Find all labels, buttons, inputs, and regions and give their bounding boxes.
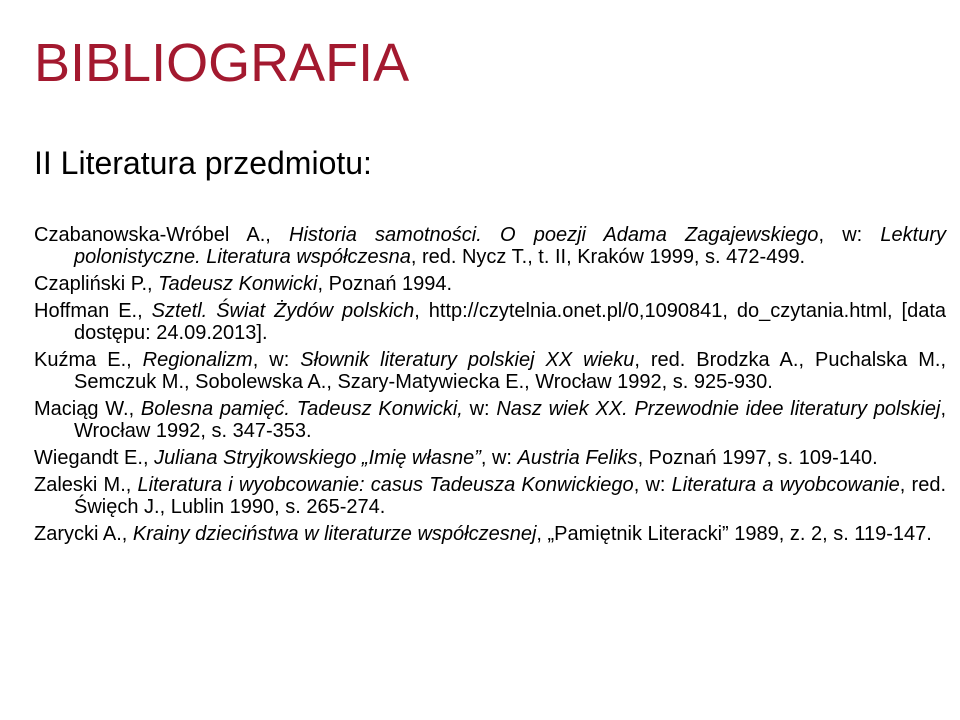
- entry-source: Nasz wiek XX. Przewodnie idee literatury polskiej: [496, 398, 941, 420]
- entry-source: Słownik literatury polskiej XX wieku: [300, 349, 635, 371]
- entry-details: , Wrocław 1992, s. 347-353.: [74, 398, 946, 442]
- bibliography-entry: [34, 224, 946, 268]
- entry-title: Tadeusz Konwicki: [158, 273, 318, 295]
- entry-author: Wiegandt E.,: [34, 447, 155, 469]
- slide-title: BIBLIOGRAFIA: [34, 33, 410, 93]
- entry-details: , http://czytelnia.onet.pl/0,1090841, do_czytania.html, [data dostępu: 24.09.2013].: [74, 300, 946, 344]
- entry-source: Literatura a wyobcowanie: [671, 474, 900, 496]
- entry-title: Literatura i wyobcowanie: casus Tadeusza Konwickiego: [137, 474, 634, 496]
- entry-title: Bolesna pamięć. Tadeusz Konwicki,: [140, 398, 463, 420]
- entry-author: Hoffman E.,: [34, 300, 152, 322]
- entry-separator: , w:: [252, 349, 301, 371]
- entry-title: Regionalizm: [142, 349, 253, 371]
- entry-details: , red. Nycz T., t. II, Kraków 1999, s. 472-499.: [410, 246, 806, 268]
- entry-title: Krainy dzieciństwa w literaturze współczesnej: [132, 523, 537, 545]
- entry-details: , Poznań 1994.: [317, 273, 453, 295]
- entry-title: Juliana Stryjkowskiego „Imię własne”: [154, 447, 481, 469]
- entry-author: Czabanowska-Wróbel A.,: [34, 224, 290, 246]
- bibliography-entry: [34, 474, 946, 518]
- bibliography-entry: [34, 273, 946, 295]
- entry-author: Czapliński P.,: [34, 273, 159, 295]
- bibliography-entry: [34, 523, 946, 545]
- entry-details: , red. Brodzka A., Puchalska M., Semczuk M., Sobolewska A., Szary-Matywiecka E., Wrocław 1992, s. 925-930.: [74, 349, 947, 393]
- bibliography-entry: [34, 447, 946, 469]
- entry-author: Maciąg W.,: [34, 398, 141, 420]
- entry-separator: , w:: [633, 474, 672, 496]
- entry-separator: , w:: [480, 447, 518, 469]
- entry-details: , red. Święch J., Lublin 1990, s. 265-274.: [74, 474, 947, 518]
- bibliography-entry: [34, 300, 946, 344]
- entry-author: Zarycki A.,: [34, 523, 133, 545]
- entry-source: Lektury polonistyczne. Literatura współczesna: [74, 224, 946, 268]
- section-heading: II Literatura przedmiotu:: [34, 145, 372, 181]
- entry-source: Austria Feliks: [517, 447, 638, 469]
- entry-separator: w:: [462, 398, 497, 420]
- bibliography-list: [34, 224, 946, 550]
- bibliography-entry: [34, 398, 946, 442]
- entry-title: Sztetl. Świat Żydów polskich: [151, 300, 415, 322]
- entry-author: Kuźma E.,: [34, 349, 143, 371]
- entry-author: Zaleski M.,: [34, 474, 138, 496]
- entry-details: , Poznań 1997, s. 109-140.: [637, 447, 878, 469]
- entry-title: Historia samotności. O poezji Adama Zagajewskiego: [289, 224, 819, 246]
- bibliography-entry: [34, 349, 946, 393]
- entry-details: , „Pamiętnik Literacki” 1989, z. 2, s. 119-147.: [536, 523, 932, 545]
- entry-separator: , w:: [818, 224, 881, 246]
